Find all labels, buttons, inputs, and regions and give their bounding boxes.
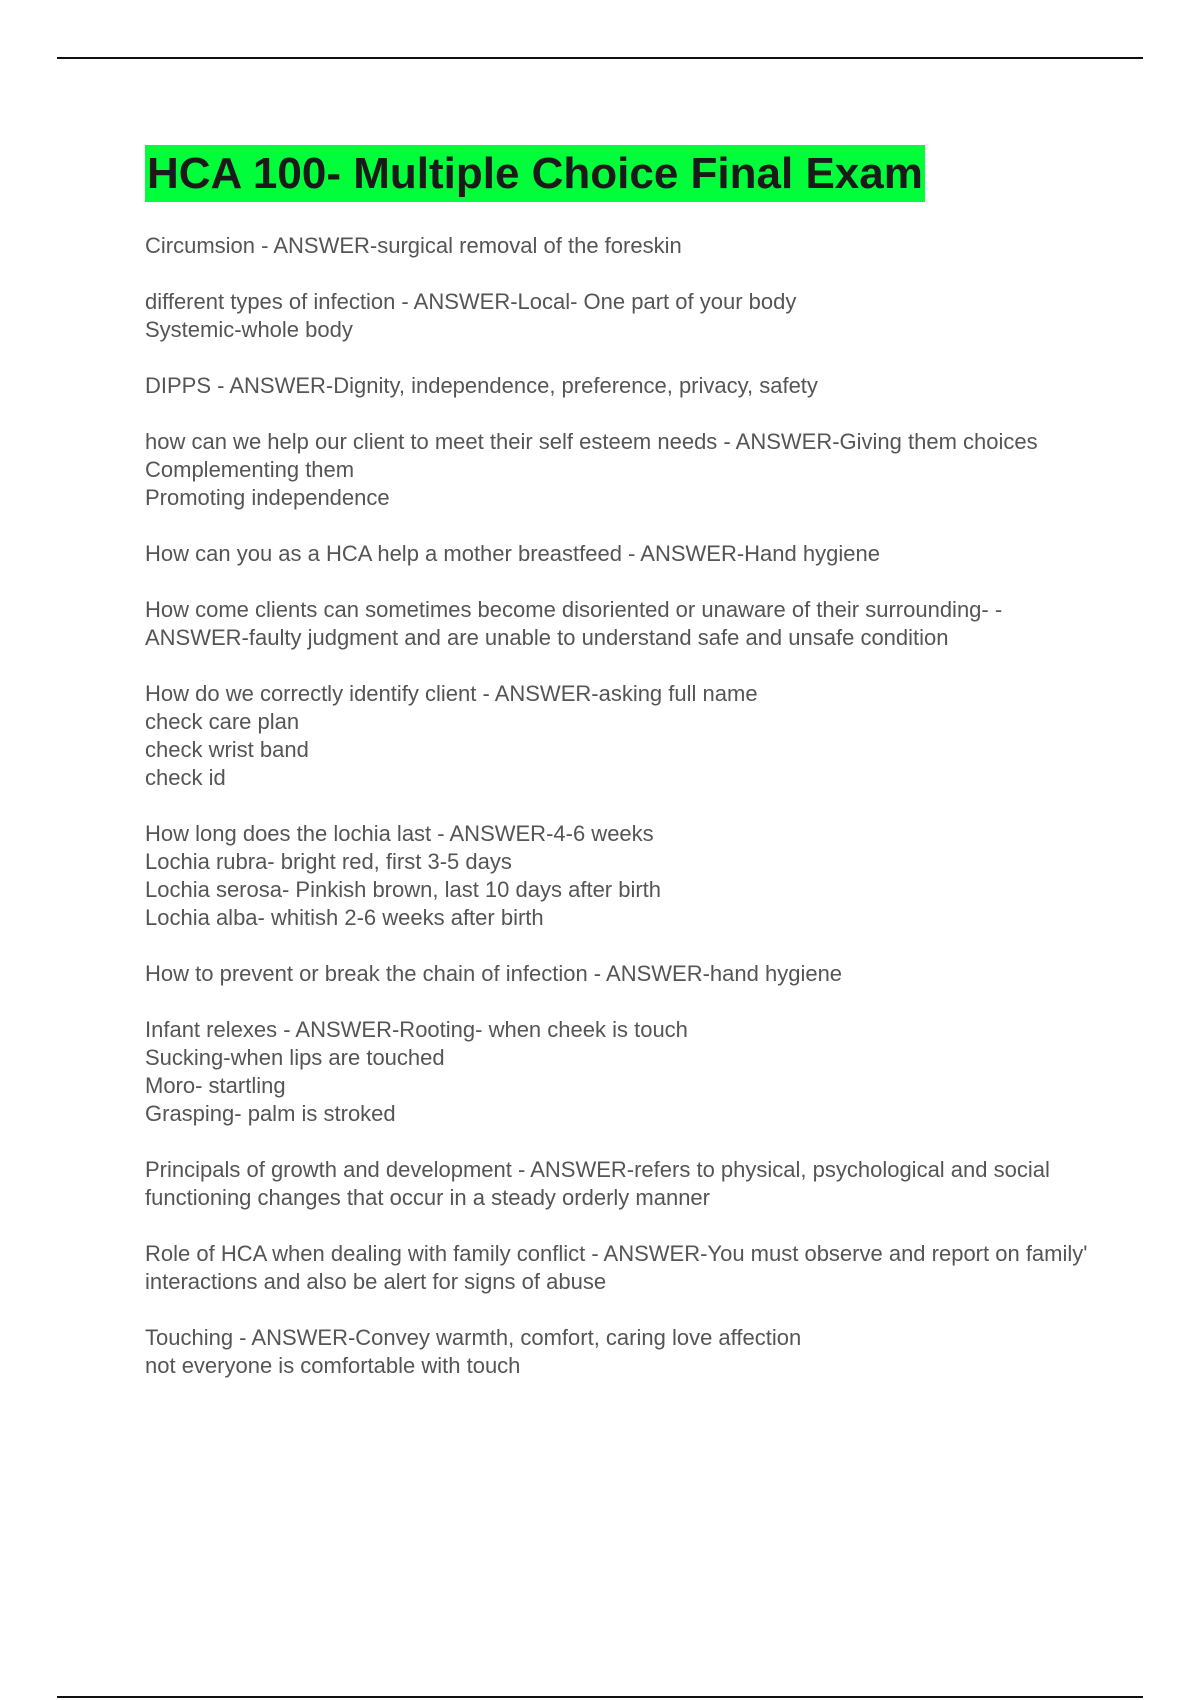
qa-line: Principals of growth and development - ANSWER-refers to physical, psychological and social functioning changes that occur in a steady orderly manner (145, 1157, 1050, 1210)
qa-line: How come clients can sometimes become disoriented or unaware of their surrounding- - ANSWER-faulty judgment and are unable to understand safe and unsafe condition (145, 597, 1003, 650)
bottom-rule (57, 1696, 1143, 1698)
qa-line: check wrist band (145, 737, 309, 762)
qa-line: different types of infection - ANSWER-Local- One part of your body (145, 289, 797, 314)
qa-line: How to prevent or break the chain of infection - ANSWER-hand hygiene (145, 961, 843, 986)
qa-entry (145, 288, 1105, 344)
qa-line: Complementing them (145, 457, 355, 482)
qa-line: how can we help our client to meet their self esteem needs - ANSWER-Giving them choices (145, 429, 1038, 454)
qa-entry (145, 1240, 1105, 1296)
document-body (145, 145, 1105, 1408)
qa-entry (145, 680, 1105, 792)
qa-line: How do we correctly identify client - ANSWER-asking full name (145, 681, 758, 706)
page-title: HCA 100- Multiple Choice Final Exam (145, 145, 925, 202)
qa-line: Touching - ANSWER-Convey warmth, comfort, caring love affection (145, 1325, 802, 1350)
qa-line: Moro- startling (145, 1073, 286, 1098)
qa-entry (145, 232, 1105, 260)
qa-line: Grasping- palm is stroked (145, 1101, 396, 1126)
qa-list (145, 232, 1105, 1380)
qa-entry (145, 960, 1105, 988)
qa-line: How can you as a HCA help a mother breastfeed - ANSWER-Hand hygiene (145, 541, 880, 566)
qa-line: check care plan (145, 709, 300, 734)
qa-entry (145, 372, 1105, 400)
qa-entry (145, 540, 1105, 568)
qa-entry (145, 596, 1105, 652)
title-wrap (145, 145, 1105, 202)
qa-line: Sucking-when lips are touched (145, 1045, 445, 1070)
qa-line: Infant relexes - ANSWER-Rooting- when cheek is touch (145, 1017, 688, 1042)
qa-entry (145, 1324, 1105, 1380)
qa-line: Lochia alba- whitish 2-6 weeks after birth (145, 905, 544, 930)
qa-entry (145, 1156, 1105, 1212)
qa-entry (145, 428, 1105, 512)
qa-line: Promoting independence (145, 485, 390, 510)
qa-line: How long does the lochia last - ANSWER-4-6 weeks (145, 821, 654, 846)
qa-line: Role of HCA when dealing with family conflict - ANSWER-You must observe and report on family' interactions and also be alert for signs of abuse (145, 1241, 1088, 1294)
qa-line: Lochia serosa- Pinkish brown, last 10 days after birth (145, 877, 662, 902)
qa-line: Systemic-whole body (145, 317, 353, 342)
qa-line: not everyone is comfortable with touch (145, 1353, 521, 1378)
qa-entry (145, 820, 1105, 932)
qa-line: check id (145, 765, 226, 790)
qa-line: DIPPS - ANSWER-Dignity, independence, preference, privacy, safety (145, 373, 818, 398)
qa-line: Circumsion - ANSWER-surgical removal of the foreskin (145, 233, 682, 258)
qa-line: Lochia rubra- bright red, first 3-5 days (145, 849, 512, 874)
top-rule (57, 57, 1143, 59)
qa-entry (145, 1016, 1105, 1128)
